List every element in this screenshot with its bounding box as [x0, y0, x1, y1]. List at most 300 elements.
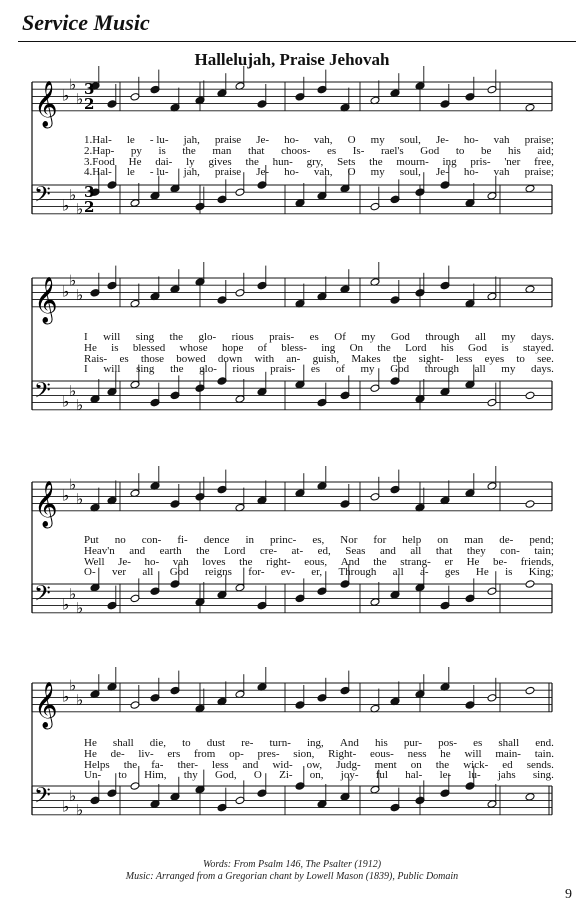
- lyric-syllable: py: [130, 144, 142, 157]
- lyric-syllable: for: [373, 534, 387, 546]
- lyric-syllable: ow,: [306, 758, 323, 771]
- lyric-syllable: wid-: [272, 758, 293, 771]
- flat-icon: ♭: [76, 801, 84, 820]
- lyric-syllable: of: [335, 363, 345, 376]
- lyric-syllable: Seas: [345, 544, 366, 557]
- lyric-syllable: all: [392, 566, 404, 579]
- lyric-syllable: con-: [500, 544, 520, 557]
- lyric-syllable: pris-: [470, 155, 491, 168]
- lyric-syllable: Him,: [144, 769, 167, 782]
- lyric-syllable: Je-: [118, 555, 131, 568]
- lyric-syllable: fa-: [151, 758, 164, 771]
- lyric-syllable: on: [437, 534, 449, 546]
- lyric-syllable: He: [84, 737, 97, 749]
- lyric-syllable: the: [182, 144, 196, 157]
- lyric-syllable: free,: [534, 155, 554, 168]
- flat-icon: ♭: [62, 687, 70, 706]
- lyric-syllable: es: [326, 144, 337, 157]
- time-signature: 3: [84, 80, 95, 98]
- lyric-syllable: sing: [136, 363, 155, 376]
- lyric-syllable: es: [473, 737, 483, 749]
- lyric-syllable: help: [402, 534, 422, 546]
- lyric-syllable: the: [239, 555, 253, 568]
- lyric-syllable: an-: [286, 352, 301, 365]
- lyric-syllable: eous,: [304, 555, 328, 568]
- lyric-syllable: op-: [229, 747, 244, 760]
- flat-icon: ♭: [76, 286, 84, 304]
- lyric-syllable: On: [349, 341, 364, 354]
- lyric-syllable: Right-: [328, 747, 357, 760]
- lyric-syllable: ed: [502, 758, 513, 771]
- treble-clef-icon: 𝄞: [34, 681, 58, 728]
- lyric-syllable: And: [339, 737, 359, 749]
- lyric-line: [84, 364, 554, 375]
- lyric-syllable: le: [126, 134, 135, 146]
- lyrics-block: [84, 738, 554, 781]
- lyric-syllable: 2.Hap-: [84, 144, 115, 157]
- lyric-syllable: I: [84, 363, 88, 376]
- lyric-syllable: Heav'n: [84, 544, 115, 557]
- lyric-syllable: He: [84, 341, 97, 354]
- lyric-syllable: be: [481, 144, 492, 157]
- lyric-syllable: joy-: [340, 769, 359, 782]
- lyric-syllable: no: [114, 534, 126, 546]
- lyric-syllable: the: [123, 758, 138, 771]
- treble-clef-icon: 𝄞: [34, 80, 58, 127]
- lyric-syllable: man: [464, 534, 484, 546]
- lyric-syllable: ver: [111, 566, 126, 579]
- lyric-syllable: praise: [214, 134, 242, 146]
- lyric-syllable: ing: [442, 155, 457, 168]
- lyric-syllable: days.: [531, 363, 554, 376]
- flat-icon: ♭: [69, 475, 77, 494]
- lyric-syllable: Is-: [352, 144, 365, 157]
- lyric-syllable: blessed: [132, 341, 166, 354]
- flat-icon: ♭: [76, 599, 84, 618]
- time-signature: 3: [84, 183, 95, 201]
- lyric-syllable: in: [245, 534, 254, 546]
- lyric-syllable: sends.: [526, 758, 554, 771]
- lyric-syllable: God: [390, 331, 410, 343]
- lyric-syllable: for-: [248, 566, 265, 579]
- lyric-syllable: liv-: [138, 747, 154, 760]
- lyric-line: [84, 343, 554, 354]
- note-head: [525, 391, 535, 400]
- lyric-syllable: de-: [110, 747, 125, 760]
- lyric-syllable: Je-: [256, 134, 270, 146]
- flat-icon: ♭: [76, 490, 84, 508]
- lyric-syllable: Je-: [435, 134, 449, 146]
- lyric-syllable: 3.Food: [84, 155, 115, 168]
- lyric-syllable: He: [128, 155, 142, 168]
- lyric-syllable: man: [212, 144, 232, 157]
- treble-staff: [32, 667, 552, 730]
- note-head: [525, 500, 535, 509]
- lyric-syllable: eous-: [370, 747, 394, 760]
- lyric-syllable: princ-: [270, 534, 297, 546]
- lyric-syllable: praise;: [524, 134, 554, 146]
- lyric-syllable: es: [119, 352, 129, 365]
- lyric-syllable: to: [455, 144, 465, 157]
- section-title: Service Music: [22, 10, 150, 35]
- lyric-syllable: dust: [206, 737, 226, 749]
- lyric-syllable: the: [369, 155, 383, 168]
- lyric-syllable: O: [347, 166, 356, 179]
- lyric-syllable: main-: [495, 747, 521, 760]
- lyric-syllable: those: [140, 352, 165, 365]
- note-head: [525, 686, 535, 695]
- lyric-syllable: reigns: [204, 566, 232, 579]
- flat-icon: ♭: [69, 75, 77, 94]
- lyric-syllable: the: [196, 544, 210, 557]
- lyric-syllable: will: [103, 331, 121, 343]
- flat-icon: ♭: [62, 595, 70, 614]
- lyric-syllable: re-: [241, 737, 254, 749]
- lyric-syllable: ing,: [306, 737, 324, 749]
- lyric-syllable: ers: [167, 747, 181, 760]
- lyric-syllable: die,: [149, 737, 166, 749]
- lyric-syllable: con-: [141, 534, 162, 546]
- lyric-syllable: and: [129, 544, 146, 557]
- lyric-syllable: praise;: [524, 166, 554, 179]
- hymn-title: Hallelujah, Praise Jehovah: [194, 50, 390, 69]
- lyric-syllable: the: [169, 331, 183, 343]
- lyric-syllable: is: [111, 341, 119, 354]
- lyric-syllable: Zi-: [279, 769, 293, 782]
- lyric-syllable: sion,: [293, 747, 315, 760]
- lyric-line: [84, 749, 554, 760]
- lyric-syllable: choos-: [281, 144, 311, 157]
- flat-icon: ♭: [62, 797, 70, 816]
- lyric-syllable: shall: [112, 737, 134, 749]
- music-credit: Music: Arranged from a Gregorian chant by Lowell Mason (1839), Public Domain: [125, 871, 459, 882]
- lyric-syllable: with: [254, 352, 275, 365]
- lyric-syllable: 'ner: [504, 155, 521, 168]
- lyric-syllable: loves: [202, 555, 226, 568]
- lyric-line: [84, 546, 554, 557]
- bass-clef-icon: 𝄢: [34, 378, 51, 409]
- lyric-syllable: God,: [214, 769, 237, 782]
- lyric-syllable: days.: [531, 331, 554, 343]
- lyric-syllable: O: [347, 134, 356, 146]
- lyric-syllable: ho-: [284, 134, 299, 146]
- lyric-syllable: Makes: [351, 352, 381, 365]
- lyric-syllable: hun-: [272, 155, 293, 168]
- lyric-syllable: rael's: [380, 144, 404, 157]
- lyric-syllable: soul,: [399, 134, 421, 146]
- words-credit: Words: From Psalm 146, The Psalter (1912): [202, 859, 382, 870]
- lyric-syllable: sight-: [418, 352, 444, 365]
- flat-icon: ♭: [62, 486, 70, 505]
- lyric-syllable: his: [374, 737, 388, 749]
- lyric-syllable: pend;: [529, 534, 554, 546]
- bass-clef-icon: 𝄢: [34, 182, 51, 213]
- page-number: 9: [565, 887, 572, 902]
- lyric-syllable: thy: [183, 769, 198, 782]
- lyric-line: [84, 167, 554, 178]
- lyric-syllable: tain;: [534, 544, 554, 557]
- lyric-line: [84, 567, 554, 578]
- lyric-syllable: le: [126, 166, 135, 179]
- lyric-syllable: es,: [312, 534, 325, 546]
- lyric-syllable: dence: [203, 534, 230, 546]
- flat-icon: ♭: [69, 584, 77, 603]
- lyric-syllable: guish,: [312, 352, 340, 365]
- treble-staff: [32, 466, 552, 529]
- lyric-syllable: hope: [221, 341, 244, 354]
- lyric-syllable: all: [142, 566, 154, 579]
- lyric-syllable: Judg-: [336, 758, 361, 771]
- lyric-syllable: shall: [498, 737, 520, 749]
- lyric-syllable: ho-: [463, 166, 479, 179]
- lyric-syllable: that: [247, 144, 265, 157]
- lyric-syllable: ho-: [463, 134, 479, 146]
- lyric-syllable: le-: [439, 769, 452, 782]
- lyric-syllable: Rais-: [84, 352, 108, 365]
- lyric-syllable: glo-: [198, 331, 217, 343]
- lyric-syllable: God: [169, 566, 189, 579]
- lyric-syllable: Sets: [337, 155, 356, 168]
- lyrics-block: [84, 332, 554, 375]
- lyric-syllable: glo-: [199, 363, 217, 376]
- lyric-syllable: ing: [321, 341, 336, 354]
- lyric-syllable: And: [340, 555, 360, 568]
- lyric-syllable: less: [212, 758, 229, 771]
- lyric-syllable: bless-: [281, 341, 307, 354]
- lyric-syllable: Well: [84, 555, 105, 568]
- lyric-syllable: earth: [159, 544, 182, 557]
- lyrics-block: [84, 135, 554, 178]
- lyric-syllable: God: [420, 144, 440, 157]
- lyric-syllable: and: [242, 758, 259, 771]
- lyric-syllable: Put: [84, 534, 99, 546]
- lyric-syllable: my: [501, 363, 516, 376]
- lyric-syllable: ly: [186, 155, 195, 168]
- lyric-syllable: O-: [84, 566, 96, 579]
- lyric-syllable: and: [379, 544, 396, 557]
- flat-icon: ♭: [76, 396, 84, 415]
- flat-icon: ♭: [62, 86, 70, 105]
- lyric-syllable: de-: [499, 534, 514, 546]
- flat-icon: ♭: [76, 691, 84, 709]
- lyric-syllable: pos-: [438, 737, 458, 749]
- lyric-syllable: fi-: [177, 534, 188, 546]
- lyric-syllable: praise: [214, 166, 242, 179]
- lyric-syllable: end.: [535, 737, 554, 749]
- lyric-syllable: the: [392, 352, 407, 365]
- lyrics-block: [84, 535, 554, 578]
- lyric-syllable: to: [182, 737, 191, 749]
- lyric-syllable: Lord: [405, 341, 427, 354]
- note-head: [525, 793, 535, 802]
- lyric-syllable: vah: [172, 555, 189, 568]
- note-head: [525, 184, 535, 193]
- treble-staff: [32, 66, 552, 129]
- lyric-syllable: my: [370, 166, 385, 179]
- lyric-syllable: a-: [420, 566, 429, 579]
- lyric-syllable: es: [309, 331, 319, 343]
- treble-clef-icon: 𝄞: [34, 276, 58, 323]
- lyric-syllable: ges: [444, 566, 460, 579]
- lyric-syllable: I: [84, 331, 88, 343]
- lyric-line: [84, 146, 554, 157]
- lyric-syllable: tain.: [534, 747, 554, 760]
- lyric-syllable: ness: [407, 747, 427, 760]
- lyric-syllable: - lu-: [149, 166, 169, 179]
- lyric-syllable: all: [475, 331, 487, 343]
- lyric-syllable: strang-: [400, 555, 431, 568]
- lyric-syllable: vah: [493, 134, 510, 146]
- lyric-syllable: friends,: [520, 555, 554, 568]
- time-signature: 2: [84, 198, 95, 216]
- lyric-syllable: that: [435, 544, 453, 557]
- lyric-syllable: ther-: [177, 758, 198, 771]
- lyric-syllable: mourn-: [396, 155, 429, 168]
- lyric-syllable: at-: [291, 544, 304, 557]
- lyric-syllable: be-: [493, 555, 508, 568]
- lyric-syllable: 1.Hal-: [84, 134, 112, 146]
- lyric-syllable: lu-: [468, 769, 481, 782]
- lyric-syllable: aid;: [537, 144, 554, 157]
- lyric-syllable: on,: [309, 769, 324, 782]
- lyric-syllable: the: [435, 758, 450, 771]
- lyric-syllable: He: [475, 566, 489, 579]
- bass-clef-icon: 𝄢: [34, 783, 51, 814]
- lyric-syllable: the: [170, 363, 184, 376]
- flat-icon: ♭: [69, 271, 77, 290]
- lyric-syllable: my: [361, 331, 376, 343]
- lyric-syllable: gry,: [306, 155, 324, 168]
- lyric-syllable: all: [410, 544, 422, 557]
- lyric-syllable: He: [84, 747, 97, 760]
- lyric-syllable: prais-: [269, 331, 295, 343]
- lyric-syllable: bowed: [176, 352, 206, 365]
- lyric-syllable: see.: [537, 352, 554, 365]
- flat-icon: ♭: [69, 786, 77, 805]
- lyric-syllable: is: [158, 144, 166, 157]
- lyric-syllable: my: [370, 134, 385, 146]
- lyric-syllable: my: [360, 363, 375, 376]
- note-head: [525, 580, 535, 589]
- lyric-syllable: of: [257, 341, 267, 354]
- lyric-syllable: ful: [375, 769, 388, 782]
- lyric-syllable: turn-: [269, 737, 291, 749]
- lyric-syllable: whose: [179, 341, 208, 354]
- lyric-syllable: they: [466, 544, 486, 557]
- lyric-syllable: cre-: [259, 544, 278, 557]
- lyric-syllable: ho-: [144, 555, 160, 568]
- lyric-syllable: is: [505, 566, 513, 579]
- lyric-syllable: his: [440, 341, 454, 354]
- lyric-syllable: Je-: [256, 166, 270, 179]
- credits: [0, 859, 584, 883]
- lyric-syllable: - lu-: [149, 134, 169, 146]
- lyric-syllable: King;: [528, 566, 554, 579]
- flat-icon: ♭: [76, 90, 84, 108]
- lyric-syllable: O: [253, 769, 262, 782]
- lyric-syllable: Un-: [84, 769, 102, 782]
- lyric-syllable: will: [103, 363, 121, 376]
- lyric-syllable: vah: [493, 166, 510, 179]
- lyric-syllable: pres-: [257, 747, 280, 760]
- lyric-syllable: jah,: [183, 166, 200, 179]
- lyric-syllable: ment: [374, 758, 397, 771]
- lyric-syllable: ev-: [280, 566, 295, 579]
- lyric-syllable: wick-: [463, 758, 489, 771]
- lyric-syllable: right-: [266, 555, 291, 568]
- lyric-syllable: soul,: [399, 166, 421, 179]
- lyric-syllable: he: [440, 747, 451, 760]
- lyric-syllable: the: [373, 555, 387, 568]
- lyric-syllable: the: [245, 155, 259, 168]
- lyric-syllable: ed,: [317, 544, 331, 557]
- lyric-syllable: vah,: [313, 166, 333, 179]
- time-signature: 2: [84, 95, 95, 113]
- bass-clef-icon: 𝄢: [34, 581, 51, 612]
- lyric-syllable: sing: [135, 331, 155, 343]
- lyric-syllable: the: [377, 341, 391, 354]
- lyric-syllable: er,: [311, 566, 323, 579]
- lyric-syllable: through: [425, 331, 460, 343]
- flat-icon: ♭: [62, 392, 70, 411]
- lyric-syllable: God: [468, 341, 487, 354]
- lyric-syllable: through: [424, 363, 460, 376]
- lyric-syllable: my: [501, 331, 516, 343]
- lyric-syllable: 4.Hal-: [84, 166, 112, 179]
- treble-staff: [32, 262, 552, 325]
- lyric-line: [84, 770, 554, 781]
- lyric-syllable: his: [507, 144, 521, 157]
- lyric-syllable: stayed.: [523, 341, 554, 354]
- lyric-syllable: vah,: [313, 134, 333, 146]
- lyric-syllable: He: [466, 555, 480, 568]
- lyric-syllable: jahs: [497, 769, 516, 782]
- lyric-syllable: will: [464, 747, 482, 760]
- lyric-syllable: to: [516, 352, 525, 365]
- lyric-syllable: ho-: [284, 166, 299, 179]
- lyric-line: [84, 738, 554, 749]
- lyric-syllable: Je-: [435, 166, 449, 179]
- flat-icon: ♭: [62, 196, 70, 215]
- lyric-syllable: gives: [208, 155, 232, 168]
- flat-icon: ♭: [69, 676, 77, 695]
- lyric-syllable: Of: [334, 331, 346, 343]
- lyric-syllable: er: [444, 555, 453, 568]
- flat-icon: ♭: [69, 381, 77, 400]
- lyric-syllable: from: [193, 747, 216, 760]
- lyric-syllable: sing.: [532, 769, 554, 782]
- lyric-syllable: less: [455, 352, 473, 365]
- lyric-syllable: Through: [338, 566, 377, 579]
- lyric-syllable: eyes: [484, 352, 505, 365]
- flat-icon: ♭: [62, 282, 70, 301]
- lyric-syllable: es: [310, 363, 321, 376]
- lyric-syllable: prais-: [270, 363, 296, 376]
- flat-icon: ♭: [76, 200, 84, 219]
- lyric-syllable: down: [217, 352, 243, 365]
- treble-clef-icon: 𝄞: [34, 480, 58, 527]
- lyric-syllable: all: [474, 363, 486, 376]
- lyric-syllable: God: [390, 363, 410, 376]
- lyric-syllable: Lord: [224, 544, 246, 557]
- lyric-syllable: rious: [231, 331, 254, 343]
- lyric-syllable: is: [501, 341, 509, 354]
- lyric-syllable: dai-: [155, 155, 173, 168]
- lyric-syllable: rious: [232, 363, 255, 376]
- lyric-syllable: to: [118, 769, 127, 782]
- lyric-syllable: Helps: [84, 758, 110, 771]
- lyric-syllable: Nor: [340, 534, 358, 546]
